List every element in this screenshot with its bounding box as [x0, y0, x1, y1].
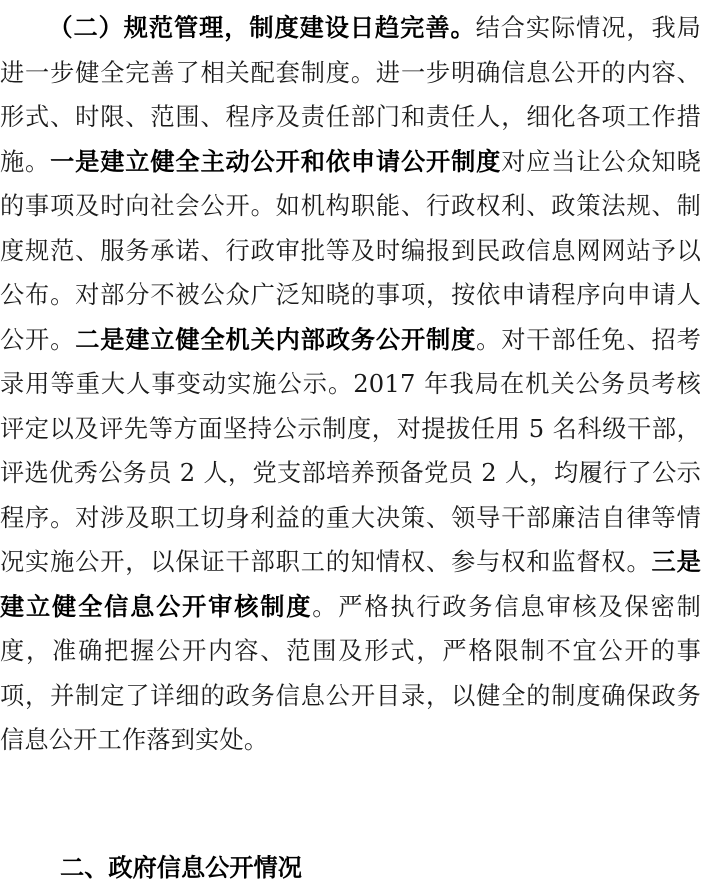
section-heading: 二、政府信息公开情况: [60, 854, 302, 882]
emphasis-point-3: 三是建立健全信息公开审核制度: [0, 548, 701, 621]
paragraph-text: 结合实际情况，我局进一步健全完善了相关配套制度。进一步明确信息公开的内容、形式、时限、范围、程序及责任部门和责任人，细化各项工作措施。: [0, 14, 701, 176]
subsection-heading: （二）规范管理，制度建设日趋完善。: [48, 14, 476, 42]
emphasis-point-1: 一是建立健全主动公开和依申请公开制度: [50, 147, 502, 176]
emphasis-point-2: 二是建立健全机关内部政务公开制度: [75, 325, 477, 354]
paragraph-text: 。对干部任免、招考录用等重大人事变动实施公示。2017 年我局在机关公务员考核评定以及评先等方面坚持公示制度，对提拔任用 5 名科级干部，评选优秀公务员 2 人，党支部培养预备党员 2 人，均履行了公示程序。对涉及职工切身利益的重大决策、领导干部廉洁自律等情况实施公开，以保证干部职工的知情权、参与权和监督权。: [0, 325, 701, 576]
body-paragraph: [0, 6, 701, 763]
paragraph-text: 。严格执行政务信息审核及保密制度，准确把握公开内容、范围及形式，严格限制不宜公开的事项，并制定了详细的政务信息公开目录，以健全的制度确保政务信息公开工作落到实处。: [0, 592, 701, 754]
paragraph-text: 对应当让公众知晓的事项及时向社会公开。如机构职能、行政权利、政策法规、制度规范、服务承诺、行政审批等及时编报到民政信息网网站予以公布。对部分不被公众广泛知晓的事项，按依申请程序向申请人公开。: [0, 147, 701, 354]
